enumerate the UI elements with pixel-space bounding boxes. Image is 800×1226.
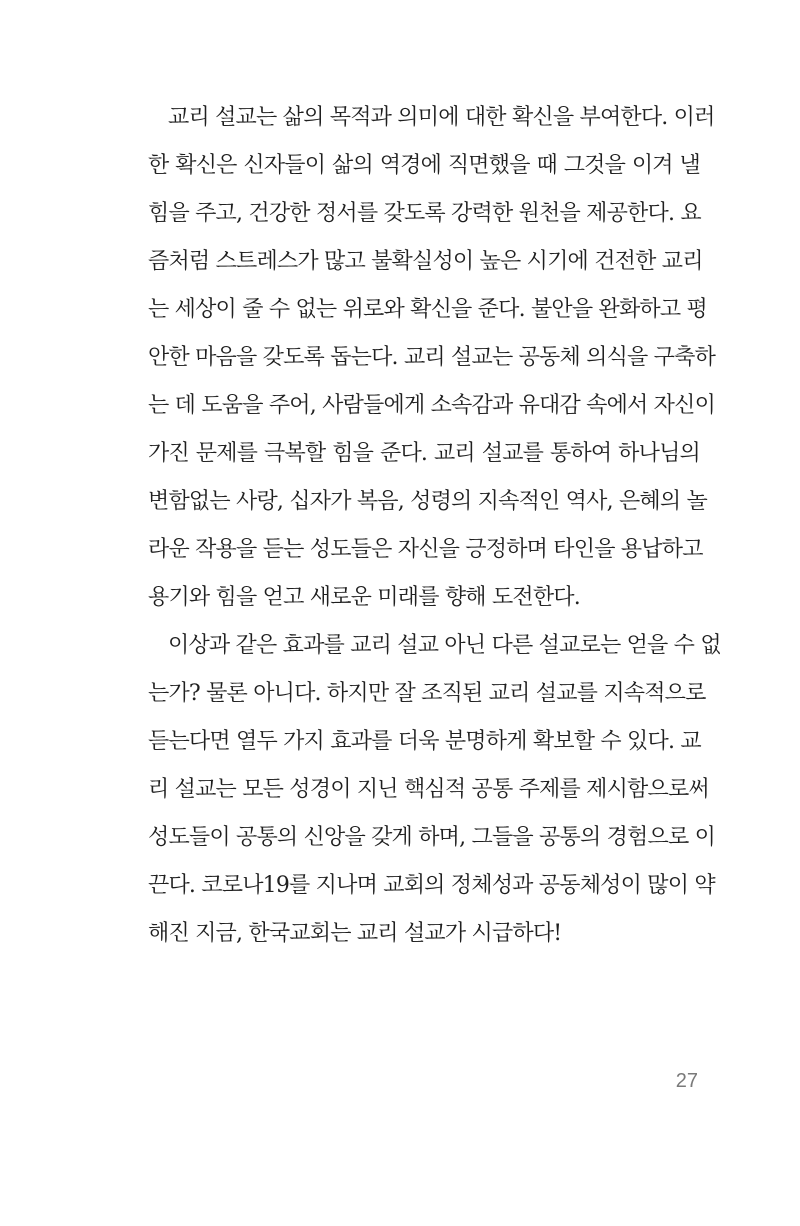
text-line: 성도들이 공통의 신앙을 갖게 하며, 그들을 공통의 경험으로 이 — [148, 825, 716, 850]
text-line: 끈다. 코로나19를 지나며 교회의 정체성과 공동체성이 많이 약 — [148, 873, 715, 898]
body-text — [148, 94, 721, 958]
text-line: 용기와 힘을 얻고 새로운 미래를 향해 도전한다. — [148, 585, 580, 610]
page-number: 27 — [675, 1070, 698, 1092]
text-line: 는 세상이 줄 수 없는 위로와 확신을 준다. 불안을 완화하고 평 — [148, 297, 707, 322]
text-line: 교리 설교는 삶의 목적과 의미에 대한 확신을 부여한다. 이러 — [168, 105, 715, 130]
text-line: 해진 지금, 한국교회는 교리 설교가 시급하다! — [148, 921, 562, 946]
text-line: 는 데 도움을 주어, 사람들에게 소속감과 유대감 속에서 자신이 — [148, 393, 716, 418]
text-line: 한 확신은 신자들이 삶의 역경에 직면했을 때 그것을 이겨 낼 — [148, 153, 700, 178]
text-line: 리 설교는 모든 성경이 지닌 핵심적 공통 주제를 제시함으로써 — [148, 777, 709, 802]
text-line: 라운 작용을 듣는 성도들은 자신을 긍정하며 타인을 용납하고 — [148, 537, 703, 562]
text-line: 즘처럼 스트레스가 많고 불확실성이 높은 시기에 건전한 교리 — [148, 249, 703, 274]
text-line: 힘을 주고, 건강한 정서를 갖도록 강력한 원천을 제공한다. 요 — [148, 201, 701, 226]
text-line: 가진 문제를 극복할 힘을 준다. 교리 설교를 통하여 하나님의 — [148, 441, 700, 466]
paragraph-1 — [148, 94, 716, 622]
text-line: 는가? 물론 아니다. 하지만 잘 조직된 교리 설교를 지속적으로 — [148, 681, 706, 706]
text-line: 듣는다면 열두 가지 효과를 더욱 분명하게 확보할 수 있다. 교 — [148, 729, 701, 754]
text-line: 이상과 같은 효과를 교리 설교 아닌 다른 설교로는 얻을 수 없 — [168, 633, 721, 658]
text-line: 변함없는 사랑, 십자가 복음, 성령의 지속적인 역사, 은혜의 놀 — [148, 489, 707, 514]
paragraph-2 — [148, 622, 721, 958]
text-line: 안한 마음을 갖도록 돕는다. 교리 설교는 공동체 의식을 구축하 — [148, 345, 716, 370]
